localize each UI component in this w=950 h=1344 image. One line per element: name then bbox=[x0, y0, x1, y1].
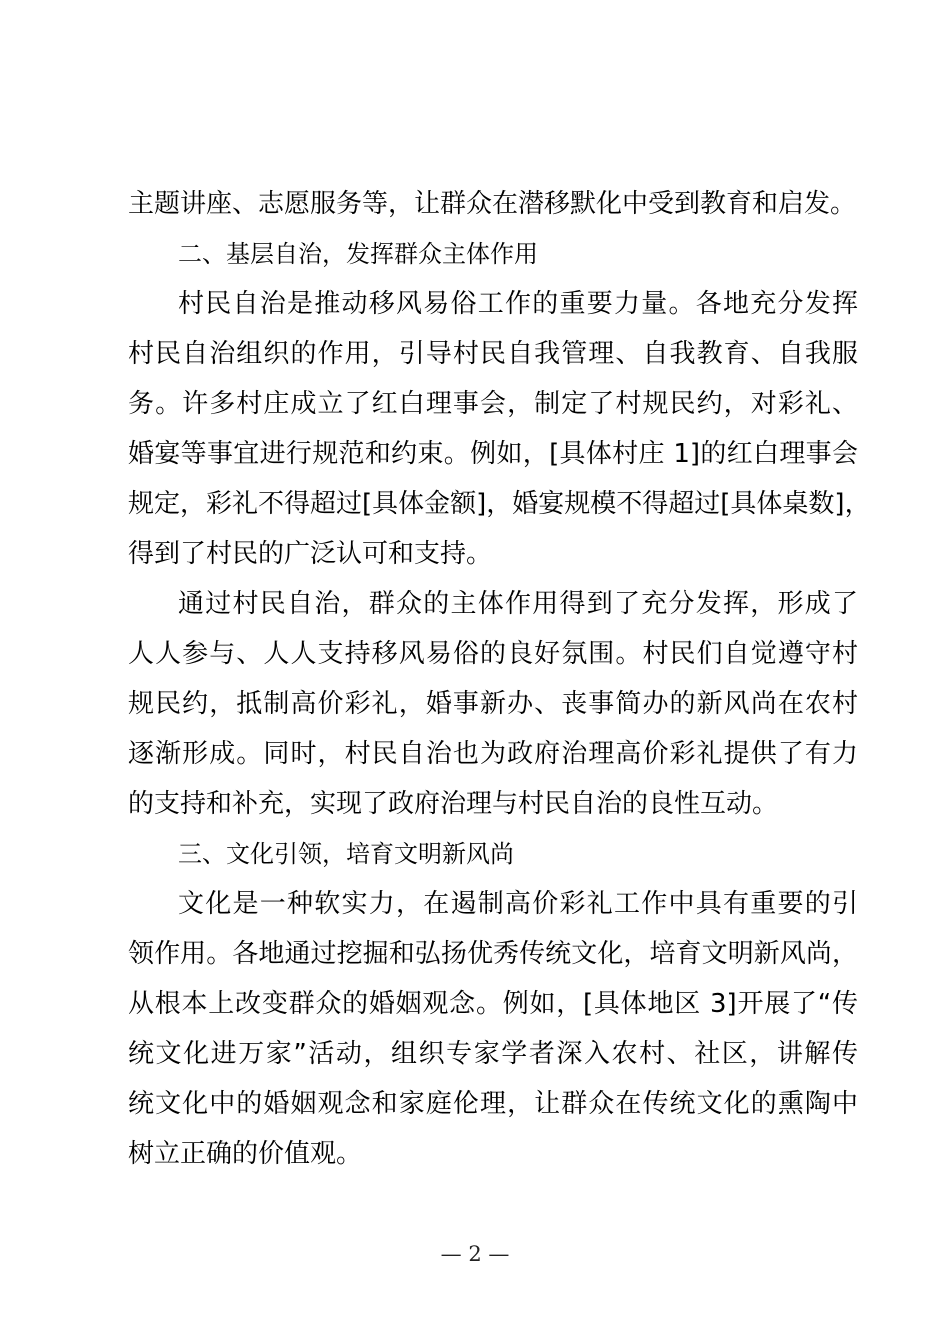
text-line: 规定，彩礼不得超过[具体金额]，婚宴规模不得超过[具体桌数]， bbox=[128, 489, 871, 519]
text-line: 规民约，抵制高价彩礼，婚事新办、丧事简办的新风尚在农村 bbox=[128, 689, 858, 719]
text-line: 统文化中的婚姻观念和家庭伦理，让群众在传统文化的熏陶中 bbox=[128, 1089, 858, 1119]
section-heading: 三、文化引领，培育文明新风尚 bbox=[178, 840, 514, 868]
text-line: 树立正确的价值观。 bbox=[128, 1139, 363, 1169]
text-line: 从根本上改变群众的婚姻观念。例如，[具体地区 3]开展了“传 bbox=[128, 989, 858, 1019]
text-line: 的支持和补充，实现了政府治理与村民自治的良性互动。 bbox=[128, 789, 779, 819]
text-line: 主题讲座、志愿服务等，让群众在潜移默化中受到教育和启发。 bbox=[128, 189, 857, 219]
text-line: 得到了村民的广泛认可和支持。 bbox=[128, 539, 493, 569]
text-line: 村民自治是推动移风易俗工作的重要力量。各地充分发挥 bbox=[178, 289, 858, 319]
text-line: 领作用。各地通过挖掘和弘扬优秀传统文化，培育文明新风尚， bbox=[128, 939, 858, 969]
text-line: 逐渐形成。同时，村民自治也为政府治理高价彩礼提供了有力 bbox=[128, 739, 858, 769]
text-line: 务。许多村庄成立了红白理事会，制定了村规民约，对彩礼、 bbox=[128, 389, 858, 419]
text-line: 文化是一种软实力，在遏制高价彩礼工作中具有重要的引 bbox=[178, 889, 858, 919]
section-heading: 二、基层自治，发挥群众主体作用 bbox=[178, 240, 538, 268]
page-number: — 2 — bbox=[440, 1242, 510, 1266]
text-line: 婚宴等事宜进行规范和约束。例如，[具体村庄 1]的红白理事会 bbox=[128, 439, 858, 469]
text-line: 人人参与、人人支持移风易俗的良好氛围。村民们自觉遵守村 bbox=[128, 639, 858, 669]
text-line: 通过村民自治，群众的主体作用得到了充分发挥，形成了 bbox=[178, 589, 858, 619]
text-line: 统文化进万家”活动，组织专家学者深入农村、社区，讲解传 bbox=[128, 1039, 858, 1069]
text-line: 村民自治组织的作用，引导村民自我管理、自我教育、自我服 bbox=[128, 339, 858, 369]
